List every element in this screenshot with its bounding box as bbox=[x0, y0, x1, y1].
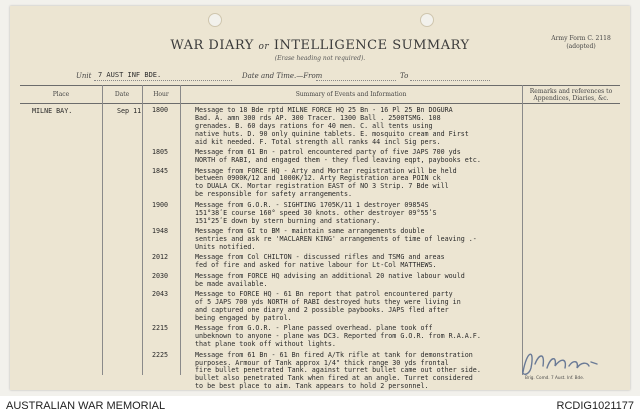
entry-line: Units notified. bbox=[195, 242, 256, 251]
column-rule bbox=[142, 85, 143, 375]
entry-line: Message to 18 Bde rptd MILNE FORCE HQ 25 Bn - 16 Pl 25 Bn DOGURA bbox=[195, 106, 453, 114]
column-place: Place bbox=[52, 91, 70, 98]
entry-line: Message from 61 Bn - 61 Bn fired A/Tk rifle at tank for demonstration bbox=[195, 350, 473, 359]
unit-line bbox=[10, 71, 630, 83]
signature-caption: Brig. Comd. 7 Aust. Inf. Bde. bbox=[525, 375, 585, 380]
page-title bbox=[10, 38, 630, 53]
to-label: To bbox=[400, 72, 409, 80]
entry-text bbox=[195, 273, 465, 289]
column-summary: Summary of Events and Information bbox=[295, 91, 407, 98]
footer-institution: AUSTRALIAN WAR MEMORIAL bbox=[6, 400, 166, 412]
to-dotted-line bbox=[410, 80, 490, 81]
column-rule bbox=[522, 85, 523, 375]
entry-hour: 1900 bbox=[151, 200, 169, 209]
entry-line: NORTH of RABI, and engaged them - they fled leaving eqpt, paybooks etc. bbox=[195, 156, 481, 164]
entry-hour: 2215 bbox=[151, 324, 169, 333]
army-form-number: Army Form C. 2118 bbox=[551, 35, 611, 42]
entry-hour: 1845 bbox=[151, 166, 169, 175]
date-value: Sep 11 bbox=[117, 107, 142, 115]
entry-hour: 2225 bbox=[151, 350, 169, 359]
unit-dotted-line bbox=[94, 80, 232, 81]
entry-hour: 2030 bbox=[151, 271, 169, 280]
entry-line: purposes. Armour of Tank approx 1/4" thick range 30 yds frontal bbox=[195, 358, 449, 367]
army-form-adopted: (adopted) bbox=[566, 43, 596, 50]
entry-text bbox=[195, 254, 445, 270]
place-value: MILNE BAY. bbox=[32, 107, 73, 115]
entry-hour: 1948 bbox=[151, 227, 169, 235]
entry-line: be responsible for safety arrangements. bbox=[195, 190, 353, 199]
entry-line: between 0900K/12 and 1000K/12. Arty Registration area POIN ck bbox=[195, 174, 441, 183]
entry-line: unbeknown to anyone - plane was DC3. Reported from G.O.R. from R.A.A.F. bbox=[195, 332, 481, 341]
entry-line: being engaged by patrol. bbox=[195, 313, 292, 322]
page-subtitle: (Erase heading not required). bbox=[274, 55, 366, 62]
table-header bbox=[20, 85, 620, 104]
entry-line: Bad. A. amn 300 rds AP. 300 Tracer. 1300 Ball . 2500TSMG. 108 bbox=[195, 113, 441, 122]
entry-line: Message from 61 Bn - patrol encountered party of five JAPS 700 yds bbox=[195, 148, 461, 157]
entry-line: aid kit needed. F. Total strength all ranks 44 incl Sig pers. bbox=[195, 137, 441, 146]
from-dotted-line bbox=[316, 80, 396, 81]
column-date: Date bbox=[114, 91, 130, 98]
title-intelligence-summary: INTELLIGENCE SUMMARY bbox=[273, 38, 470, 53]
title-or: or bbox=[258, 42, 270, 52]
entry-line: sentries and ask re 'MACLAREN KING' arrangements of time of leaving .- bbox=[195, 234, 477, 243]
footer-record-id: RCDIG1021177 bbox=[556, 400, 634, 412]
entry-line: of 5 JAPS 700 yds NORTH of RABI destroyed huts they were living in bbox=[195, 298, 461, 306]
entry-text bbox=[195, 202, 437, 226]
column-remarks: Remarks and references to Appendices, Diaries, &c. bbox=[529, 87, 613, 102]
entry-line: to be best place to aim. Tank appears to hold 2 personnel. bbox=[195, 382, 429, 391]
entry-text bbox=[195, 149, 481, 165]
entry-line: fire bullet penetrated Tank. against turret bullet came out other side. bbox=[195, 366, 481, 375]
punch-hole-right bbox=[420, 13, 434, 27]
entry-line: Message from FORCE HQ - Arty and Mortar registration will be held bbox=[195, 166, 457, 175]
entry-hour: 1805 bbox=[151, 148, 169, 157]
column-hour: Hour bbox=[153, 91, 169, 98]
entry-line: Message from G.O.R. - SIGHTING 1705K/11 1 destroyer 09854S bbox=[195, 200, 429, 209]
entry-text bbox=[195, 352, 481, 392]
datetime-label: Date and Time.—From bbox=[242, 72, 323, 80]
entry-line: to DUALA CK. Mortar registration EAST of NO 3 Strip. 7 Bde will bbox=[195, 182, 449, 191]
entry-line: Message from G.O.R. - Plane passed overhead. plane took off bbox=[195, 324, 433, 333]
signature-scribble bbox=[523, 354, 597, 374]
entry-line: be made available. bbox=[195, 279, 268, 288]
entry-line: 151°25ʹE down by stern burning and stationary. bbox=[195, 216, 381, 225]
entry-line: native huts. D. 90 only quinine tablets. E. mosquito cream and First bbox=[195, 129, 469, 138]
unit-value: 7 AUST INF BDE. bbox=[98, 71, 162, 79]
entry-hour: 2012 bbox=[151, 253, 169, 262]
entry-line: and captured one diary and 2 possible paybooks. JAPS fled after bbox=[195, 305, 449, 314]
entry-line: grenades. B. 60 days rations for 40 men. C. all tents using bbox=[195, 121, 433, 130]
column-rule bbox=[180, 85, 181, 375]
signature-stamp bbox=[517, 342, 602, 382]
entry-text bbox=[195, 107, 469, 147]
column-rule bbox=[102, 85, 103, 375]
title-war-diary: WAR DIARY bbox=[170, 38, 254, 53]
entry-line: Message from Col CHILTON - discussed rifles and TSMG and areas bbox=[195, 253, 445, 262]
entry-hour: 2043 bbox=[151, 290, 169, 299]
entry-text bbox=[195, 325, 481, 349]
punch-hole-left bbox=[208, 13, 222, 27]
entry-text bbox=[195, 228, 477, 252]
entry-line: 151°38ʹE course 160° speed 30 knots. other destroyer 09°55ʹS bbox=[195, 208, 437, 217]
entry-line: Message to FORCE HQ - 61 Bn report that patrol encountered party bbox=[195, 290, 453, 299]
diary-sheet bbox=[10, 6, 630, 390]
entry-text bbox=[195, 168, 457, 200]
entry-line: bullet also penetrated Tank when fired at an angle. Turret considered bbox=[195, 374, 473, 383]
archive-footer bbox=[0, 396, 640, 417]
entry-line: fed of fire and asked for native labour for Lt-Col MATTHEWS. bbox=[195, 261, 437, 270]
entry-line: Message from GI to BM - maintain same arrangements double bbox=[195, 227, 425, 235]
entry-line: Message from FORCE HQ advising an additional 20 native labour would bbox=[195, 271, 465, 280]
entry-hour: 1800 bbox=[151, 106, 169, 114]
unit-label: Unit bbox=[76, 72, 92, 80]
entry-text bbox=[195, 291, 461, 323]
entry-line: that plane took off without lights. bbox=[195, 340, 336, 349]
